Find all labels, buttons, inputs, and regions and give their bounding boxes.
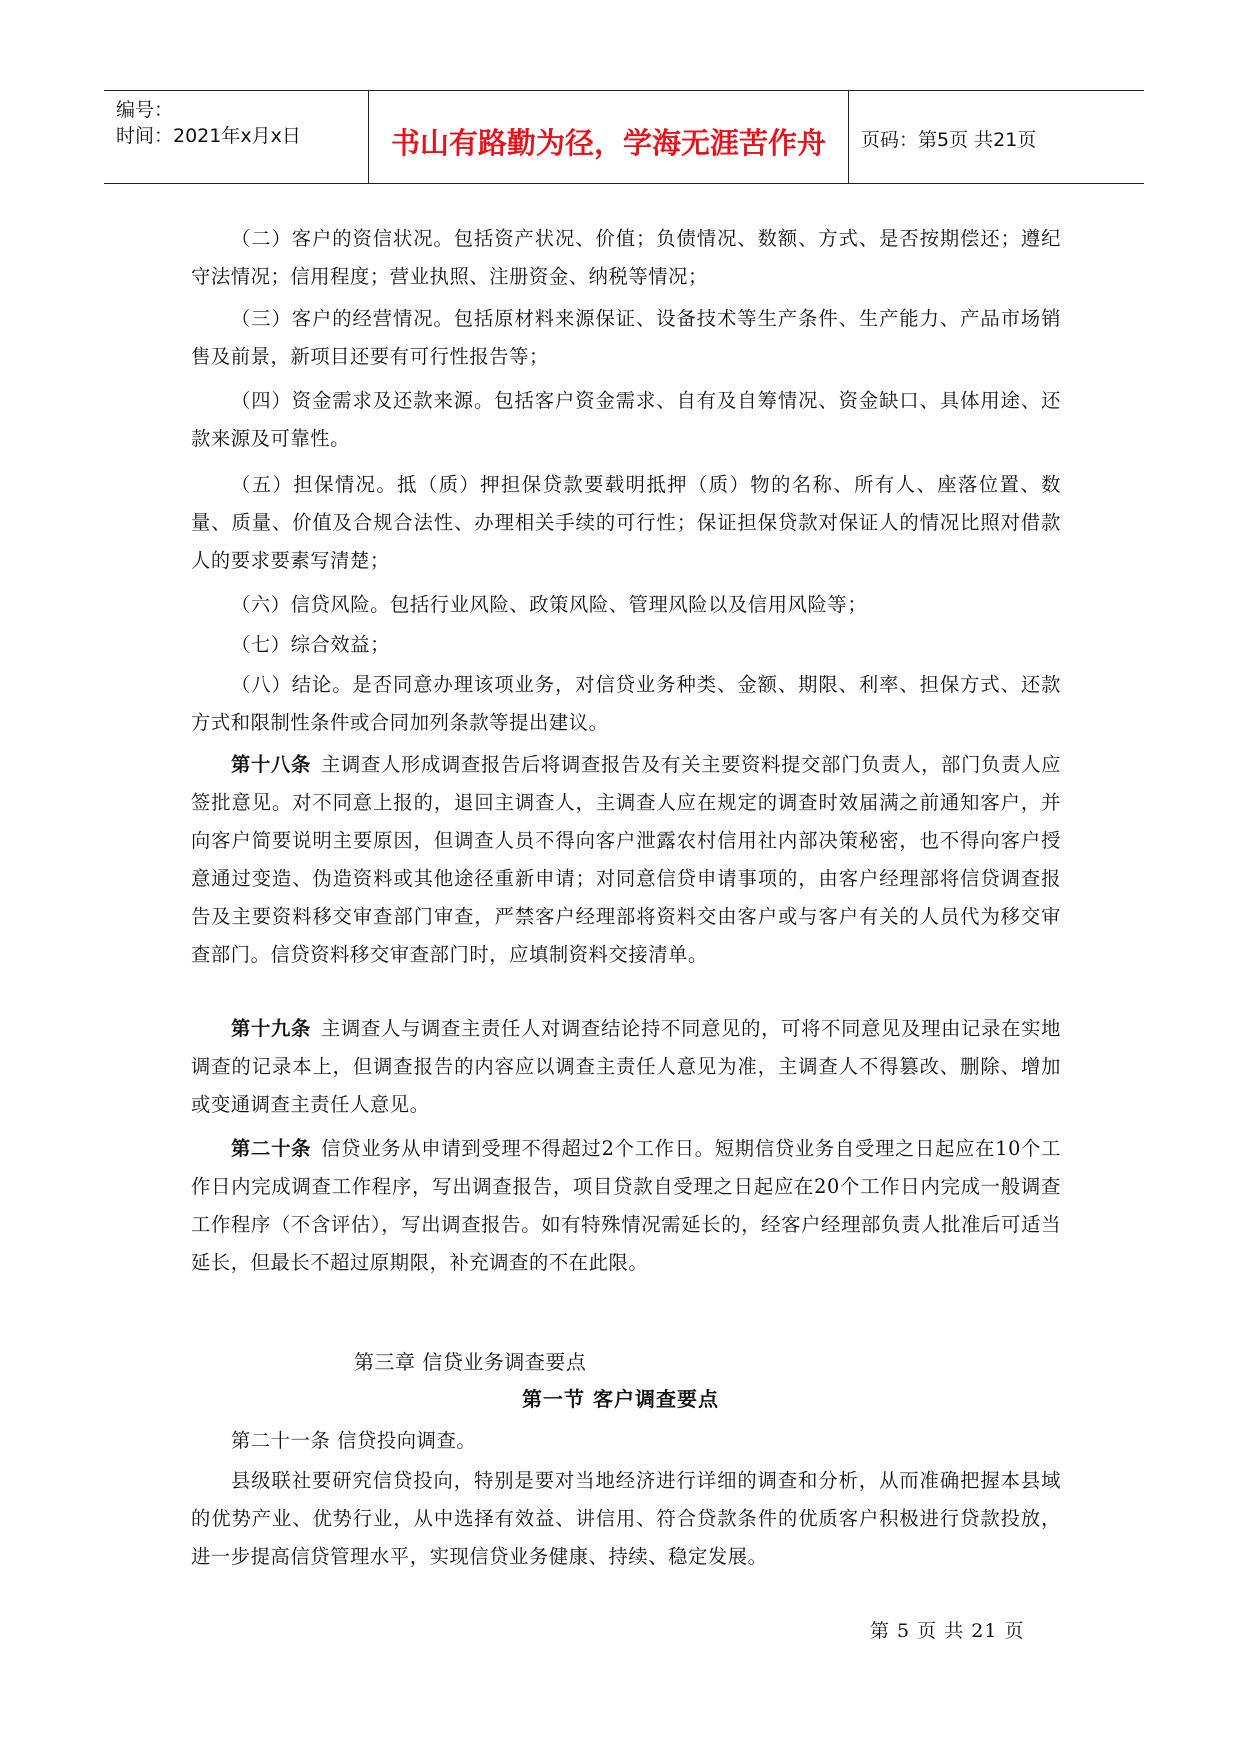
article-19 (191, 1010, 1061, 1124)
document-number-label: 编号： (116, 99, 174, 121)
header-motto-cell (369, 91, 849, 183)
paragraph-item-3: （三）客户的经营情况。包括原材料来源保证、设备技术等生产条件、生产能力、产品市场销售及前景，新项目还要有可行性报告等； (191, 307, 1061, 368)
paragraph-item-2: （二）客户的资信状况。包括资产状况、价值；负债情况、数额、方式、是否按期偿还；遵纪守法情况；信用程度；营业执照、注册资金、纳税等情况； (191, 227, 1061, 288)
article-18 (191, 746, 1061, 974)
article-18-text: 主调查人形成调查报告后将调查报告及有关主要资料提交部门负责人，部门负责人应签批意见。对不同意上报的，退回主调查人，主调查人应在规定的调查时效届满之前通知客户，并向客户简要说明主要原因，但调查人员不得向客户泄露农村信用社内部决策秘密，也不得向客户授意通过变造、伪造资料或其他途径重新申请；对同意信贷申请事项的，由客户经理部将信贷调查报告及主要资料移交审查部门审查，严禁客户经理部将资料交由客户或与客户有关的人员代为移交审查部门。信贷资料移交审查部门时，应填制资料交接清单。 (191, 753, 1061, 966)
header-meta-cell (104, 91, 369, 183)
document-time-label: 时间：2021年x月x日 (116, 125, 301, 147)
article-19-text: 主调查人与调查主责任人对调查结论持不同意见的，可将不同意见及理由记录在实地调查的记录本上，但调查报告的内容应以调查主责任人意见为准，主调查人不得篡改、删除、增加或变通调查主责任人意见。 (191, 1017, 1061, 1116)
paragraph-item-6: （六）信贷风险。包括行业风险、政策风险、管理风险以及信用风险等； (231, 593, 868, 616)
page-header-table (104, 90, 1144, 184)
article-20-label: 第二十条 (231, 1137, 312, 1160)
article-20 (191, 1130, 1061, 1282)
article-20-text: 信贷业务从申请到受理不得超过2个工作日。短期信贷业务自受理之日起应在10个工作日内完成调查工作程序，写出调查报告，项目贷款自受理之日起应在20个工作日内完成一般调查工作程序（不含评估），写出调查报告。如有特殊情况需延长的，经客户经理部负责人批准后可适当延长，但最长不超过原期限，补充调查的不在此限。 (191, 1137, 1061, 1274)
article-21-body: 县级联社要研究信贷投向，特别是要对当地经济进行详细的调查和分析，从而准确把握本县域的优势产业、优势行业，从中选择有效益、讲信用、符合贷款条件的优质客户积极进行贷款投放，进一步提高信贷管理水平，实现信贷业务健康、持续、稳定发展。 (191, 1469, 1061, 1568)
paragraph-item-4: （四）资金需求及还款来源。包括客户资金需求、自有及自筹情况、资金缺口、具体用途、还款来源及可靠性。 (191, 389, 1061, 450)
header-page-label: 页码：第5页 共21页 (861, 129, 1037, 151)
paragraph-item-7: （七）综合效益； (231, 633, 391, 656)
header-motto: 书山有路勤为径，学海无涯苦作舟 (390, 126, 826, 160)
paragraph-item-5: （五）担保情况。抵（质）押担保贷款要载明抵押（质）物的名称、所有人、座落位置、数量、质量、价值及合规合法性、办理相关手续的可行性；保证担保贷款对保证人的情况比照对借款人的要求要素写清楚； (191, 473, 1061, 572)
paragraph-item-8: （八）结论。是否同意办理该项业务，对信贷业务种类、金额、期限、利率、担保方式、还款方式和限制性条件或合同加列条款等提出建议。 (191, 673, 1061, 734)
article-18-label: 第十八条 (231, 753, 312, 776)
article-21-heading: 第二十一条 信贷投向调查。 (231, 1429, 477, 1452)
section-title: 第一节 客户调查要点 (522, 1387, 719, 1411)
article-19-label: 第十九条 (231, 1017, 312, 1040)
chapter-title: 第三章 信贷业务调查要点 (354, 1350, 587, 1374)
page-footer: 第 5 页 共 21 页 (870, 1620, 1025, 1642)
header-page-cell (849, 91, 1144, 183)
